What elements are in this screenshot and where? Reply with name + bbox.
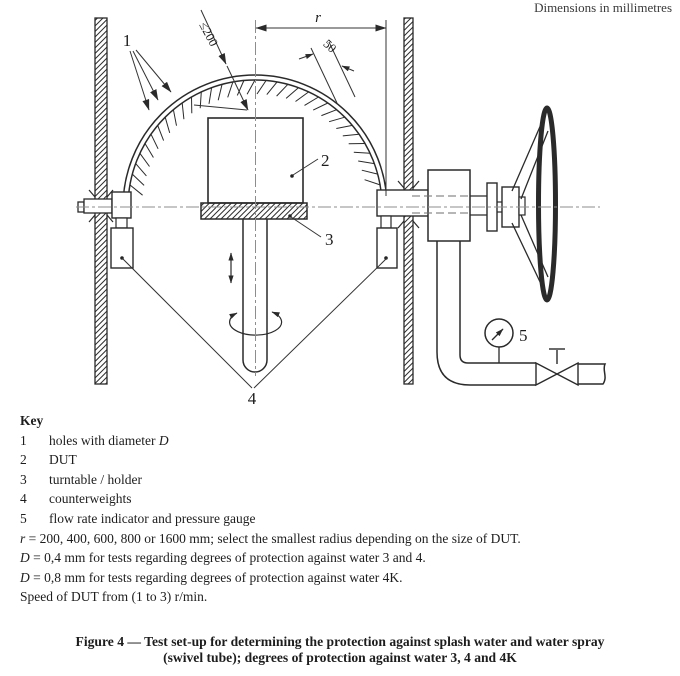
svg-text:3: 3 bbox=[325, 230, 334, 249]
dim-hole-spacing-label: 50 bbox=[320, 36, 340, 56]
dim-max-distance-label: ≤200 bbox=[196, 19, 221, 49]
counterweight-right bbox=[377, 216, 397, 268]
note-radius: r = 200, 400, 600, 800 or 1600 mm; select the smallest radius depending on the size of DUT. bbox=[20, 530, 521, 546]
figure-caption bbox=[0, 634, 680, 665]
counterweight-left bbox=[111, 218, 133, 268]
drive-block bbox=[428, 170, 470, 241]
note-speed: Speed of DUT from (1 to 3) r/min. bbox=[20, 589, 208, 605]
handwheel bbox=[470, 108, 556, 300]
key-title: Key bbox=[20, 413, 44, 428]
note-diameter-04: D = 0,4 mm for tests regarding degrees of protection against water 3 and 4. bbox=[20, 550, 426, 566]
figure-caption-line2: (swivel tube); degrees of protection against water 3, 4 and 4K bbox=[163, 649, 517, 665]
pressure-gauge bbox=[485, 319, 513, 363]
shutoff-valve bbox=[536, 349, 578, 385]
key-item: 1 holes with diameter D bbox=[20, 432, 169, 448]
dimension-max-distance bbox=[194, 10, 248, 110]
callout-4-counterweights bbox=[122, 258, 387, 408]
key-item: 2 DUT bbox=[20, 452, 77, 468]
water-pipe bbox=[437, 241, 605, 385]
handwheel-rim bbox=[539, 108, 556, 300]
svg-text:5: 5 bbox=[519, 326, 528, 345]
key-item: 3 turntable / holder bbox=[20, 471, 142, 487]
key-item: 5 flow rate indicator and pressure gauge bbox=[20, 510, 256, 526]
callout-5-gauge bbox=[519, 326, 528, 345]
key-item: 4 counterweights bbox=[20, 491, 132, 507]
figure-key-block bbox=[20, 411, 666, 607]
pipe-end-break bbox=[578, 364, 605, 384]
figure-notes bbox=[20, 529, 666, 607]
svg-text:1: 1 bbox=[122, 31, 132, 50]
svg-text:4: 4 bbox=[247, 389, 257, 408]
callout-1-holes bbox=[123, 31, 171, 110]
note-diameter-08: D = 0,8 mm for tests regarding degrees of protection against water 4K. bbox=[20, 569, 403, 585]
dimensions-note: Dimensions in millimetres bbox=[534, 0, 672, 15]
figure-caption-line1: Figure 4 — Test set-up for determining the protection against splash water and water spray bbox=[75, 634, 605, 649]
svg-text:2: 2 bbox=[321, 151, 330, 170]
callout-3-turntable bbox=[288, 214, 333, 249]
dim-r-label: r bbox=[315, 10, 321, 26]
